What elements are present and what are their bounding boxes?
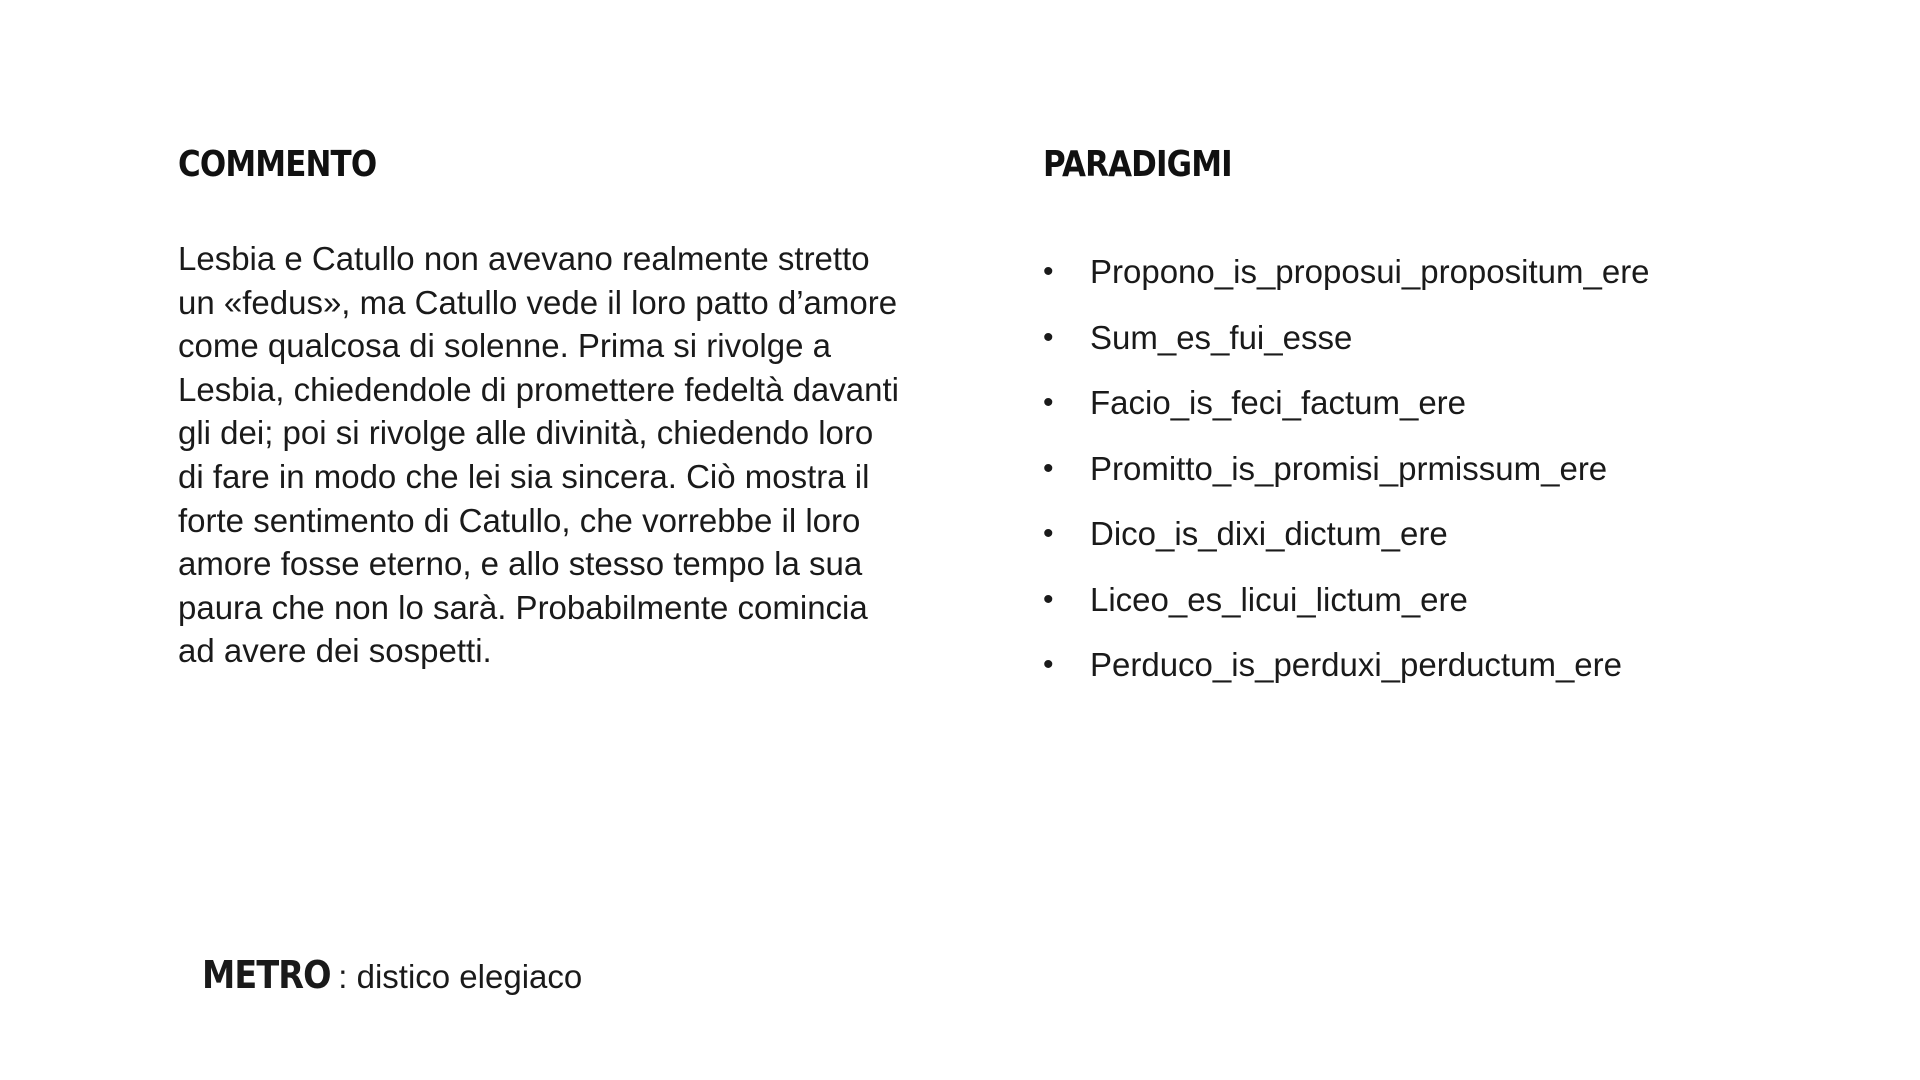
list-item <box>1043 444 1650 510</box>
paradigm-text: Perduco_is_perduxi_perductum_ere <box>1090 646 1622 683</box>
paradigm-text: Sum_es_fui_esse <box>1090 318 1353 356</box>
paradigm-text: Dico_is_dixi_dictum_ere <box>1090 515 1448 552</box>
paradigmi-heading: PARADIGMI <box>1043 144 1232 185</box>
list-item <box>1043 640 1650 706</box>
paradigm-text: Liceo_es_licui_lictum_ere <box>1090 580 1468 618</box>
paradigm-text: Facio_is_feci_factum_ere <box>1090 384 1467 421</box>
list-item <box>1043 575 1650 641</box>
metro-value: : distico elegiaco <box>338 958 583 995</box>
paradigm-text: Promitto_is_promisi_prmissum_ere <box>1090 449 1608 487</box>
bullet-icon: • <box>1043 582 1054 616</box>
metro-line <box>202 953 582 997</box>
paradigm-text: Propono_is_proposui_propositum_ere <box>1090 253 1650 290</box>
paradigmi-list <box>1043 247 1650 706</box>
list-item <box>1043 247 1650 313</box>
list-item <box>1043 378 1650 444</box>
commento-text: Lesbia e Catullo non avevano realmente stretto un «fedus», ma Catullo vede il loro patto d’amore come qualcosa di solenne. Prima si rivolge a Lesbia, chiedendole di promettere fedeltà davanti gli dei; poi si rivolge alle divinità, chiedendo loro di fare in modo che lei sia sincera. Ciò mostra il forte sentimento di Catullo, che vorrebbe il loro amore fosse eterno, e allo stesso tempo la sua paura che non lo sarà. Probabilmente comincia ad avere dei sospetti. <box>178 240 899 670</box>
bullet-icon: • <box>1043 386 1054 419</box>
bullet-icon: • <box>1043 517 1054 550</box>
list-item <box>1043 509 1650 575</box>
bullet-icon: • <box>1043 320 1054 354</box>
bullet-icon: • <box>1043 451 1054 485</box>
bullet-icon: • <box>1043 255 1054 288</box>
list-item <box>1043 313 1650 379</box>
commento-heading: COMMENTO <box>178 144 377 185</box>
metro-label: METRO <box>202 953 331 997</box>
bullet-icon: • <box>1043 648 1054 681</box>
